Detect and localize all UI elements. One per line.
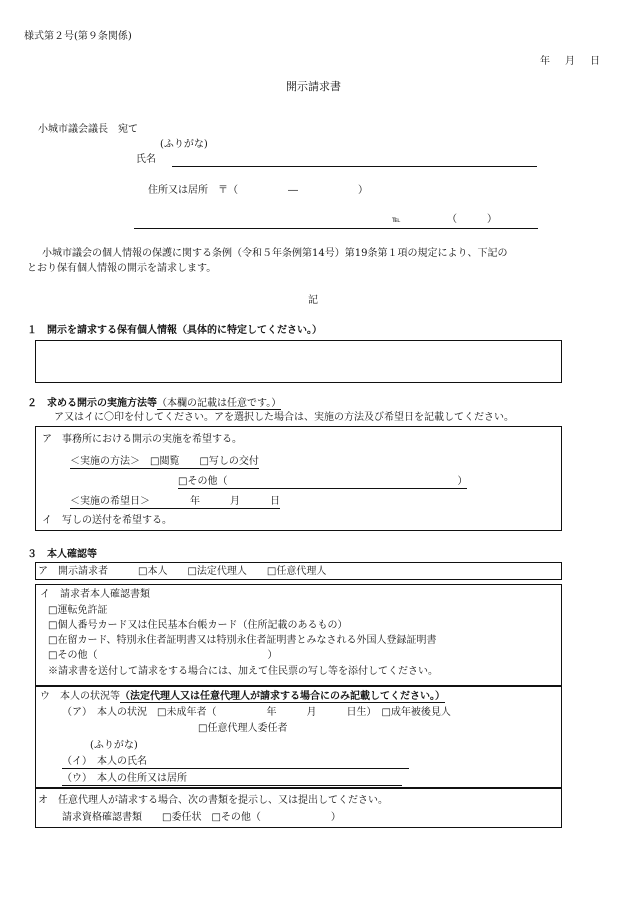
- section2-subtext: ア又はイに〇印を付してください。アを選択した場合は、実施の方法及び希望日を記載してください。: [54, 412, 514, 423]
- section2-option-a[interactable]: ア 事務所における開示の実施を希望する。: [42, 434, 242, 445]
- implementation-date[interactable]: ＜実施の希望日＞ 年 月 日: [70, 496, 280, 507]
- address-label: 住所又は居所 〒（ ― ）: [148, 185, 368, 196]
- id-doc-item[interactable]: □在留カード、特別永住者証明書又は特別永住者証明書とみなされる外国人登録証明書: [48, 635, 437, 646]
- name-field[interactable]: [172, 166, 537, 167]
- form-number: 様式第２号(第９条関係): [24, 31, 132, 42]
- intro-line-1: 小城市議会の個人情報の保護に関する条例（令和５年条例第14号）第19条第１項の規定により、下記の: [42, 248, 508, 259]
- section2-heading-prefix: ２ 求める開示の実施方法等: [27, 398, 157, 409]
- method-other[interactable]: □その他（ ）: [178, 476, 468, 487]
- date-month: 月: [565, 56, 575, 67]
- section2-heading-note: （本欄の記載は任意です。）: [157, 398, 282, 409]
- address-field[interactable]: [134, 228, 538, 229]
- tel-paren: （ ）: [447, 214, 497, 225]
- person-address-field[interactable]: （ウ） 本人の住所又は居所: [62, 773, 402, 786]
- intro-line-2: とおり保有個人情報の開示を請求します。: [27, 263, 217, 274]
- agent-docs-title: オ 任意代理人が請求する場合、次の書類を提示し、又は提出してください。: [38, 795, 388, 806]
- person-status-prefix: ウ 本人の状況等: [40, 691, 120, 702]
- person-name-field[interactable]: （イ） 本人の氏名: [62, 756, 409, 769]
- section1-input-box[interactable]: [35, 340, 562, 383]
- date-day: 日: [590, 56, 600, 67]
- section2-option-i[interactable]: イ 写しの送付を希望する。: [42, 515, 172, 526]
- page-title: 開示請求書: [286, 80, 341, 93]
- section2-heading: [27, 398, 281, 410]
- id-doc-item[interactable]: □個人番号カード又は住民基本台帳カード（住所記載のあるもの）: [48, 620, 348, 631]
- requester-type[interactable]: ア 開示請求者 □本人 □法定代理人 □任意代理人: [38, 566, 327, 577]
- date-year: 年: [540, 56, 550, 67]
- name-label: 氏名: [136, 154, 156, 165]
- tel-label: ℡: [392, 215, 401, 224]
- agent-docs-options[interactable]: 請求資格確認書類 □委任状 □その他（ ）: [62, 812, 341, 823]
- voluntary-principal[interactable]: □任意代理人委任者: [198, 723, 288, 734]
- person-status-row[interactable]: （ア） 本人の状況 □未成年者（ 年 月 日生） □成年被後見人: [62, 707, 451, 718]
- id-doc-note: ※請求書を送付して請求をする場合には、加えて住民票の写し等を添付してください。: [48, 666, 438, 677]
- implementation-method[interactable]: ＜実施の方法＞ □閲覧 □写しの交付: [70, 456, 259, 467]
- person-status-heading: [40, 691, 445, 703]
- person-furigana-label: (ふりがな): [90, 740, 138, 751]
- addressee: 小城市議会議長 宛て: [38, 124, 138, 135]
- id-docs-title: イ 請求者本人確認書類: [40, 589, 150, 600]
- person-status-note: （法定代理人又は任意代理人が請求する場合にのみ記載してください。）: [120, 691, 445, 702]
- section3-heading: ３ 本人確認等: [27, 549, 97, 560]
- id-doc-item[interactable]: □運転免許証: [48, 605, 108, 616]
- furigana-label: (ふりがな): [160, 139, 208, 150]
- section1-heading: １ 開示を請求する保有個人情報（具体的に特定してください。）: [27, 325, 322, 336]
- id-doc-item[interactable]: □その他（ ）: [48, 650, 278, 661]
- ki-label: 記: [308, 295, 318, 306]
